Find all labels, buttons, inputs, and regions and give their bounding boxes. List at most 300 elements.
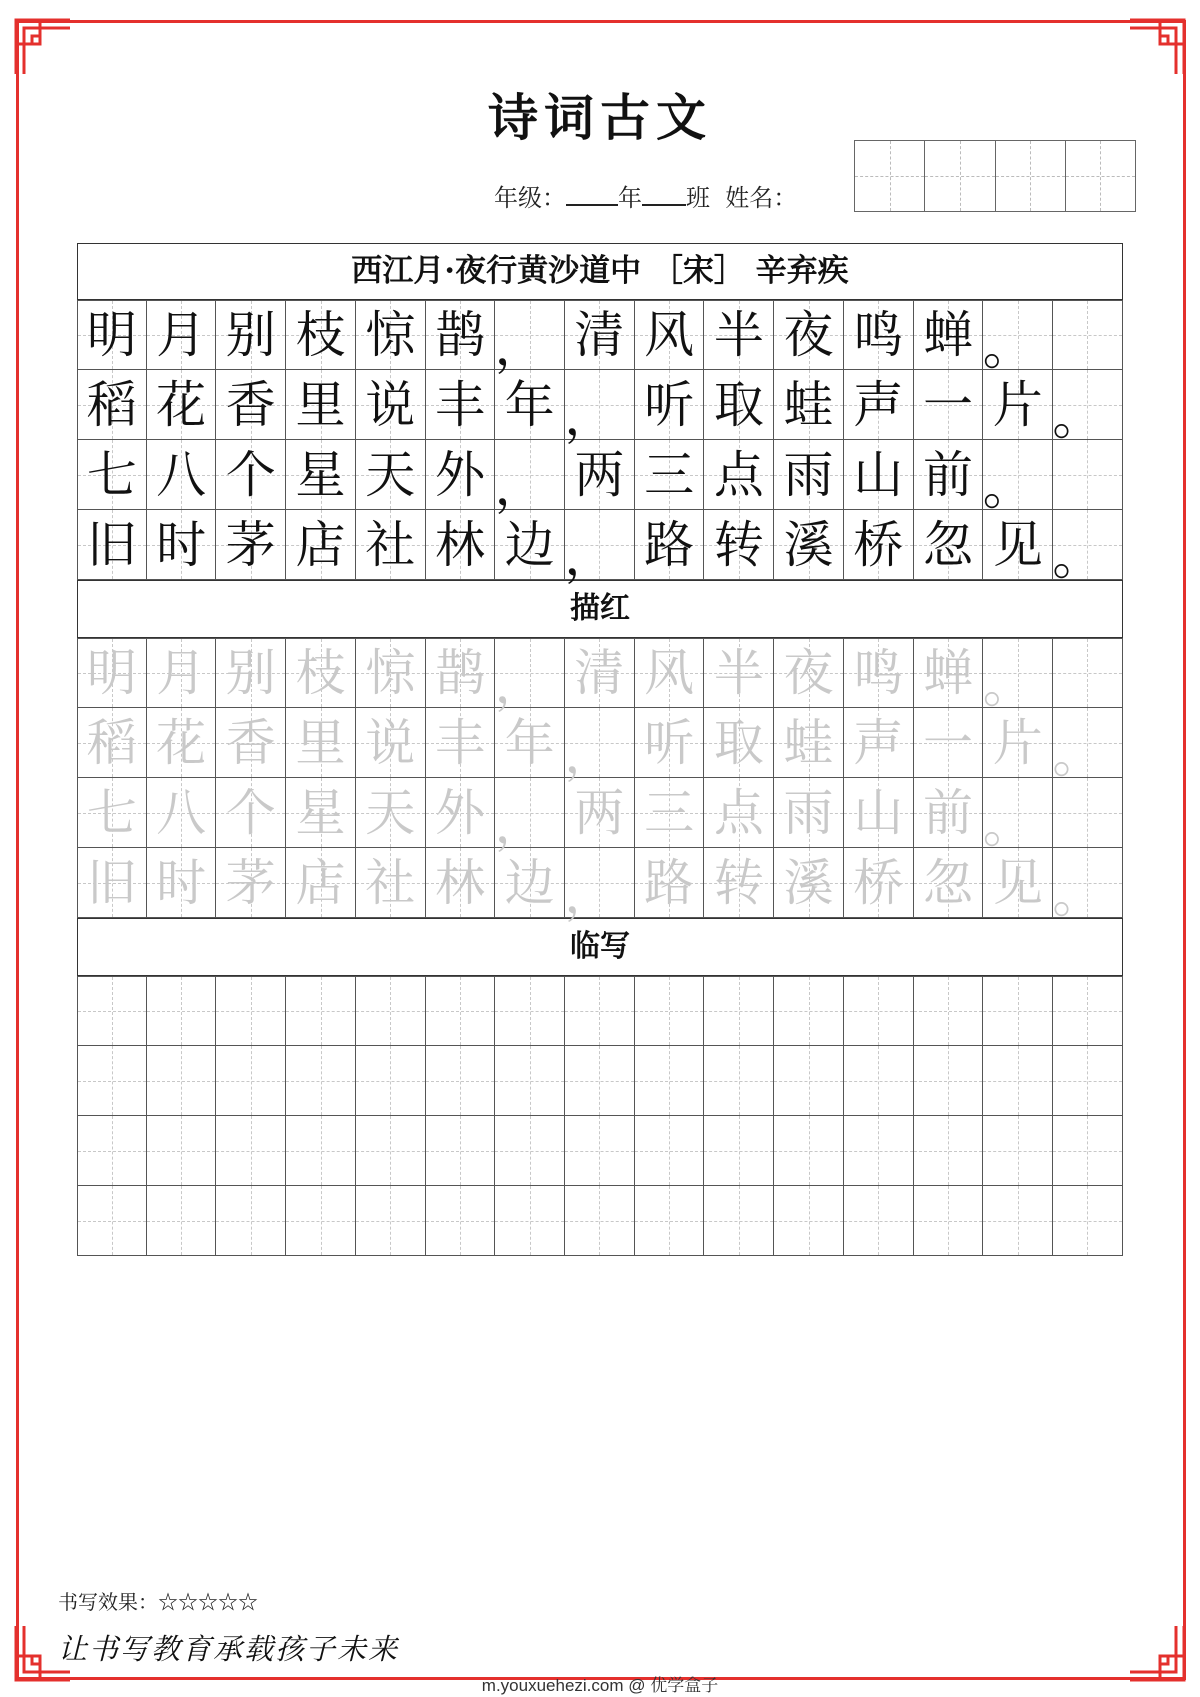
grid-cell <box>356 848 426 918</box>
grid-cell[interactable] <box>77 1046 147 1116</box>
footer-source: m.youxuehezi.com @ 优学盒子 <box>481 1676 719 1695</box>
grid-char: 边 <box>504 853 555 912</box>
name-boxes[interactable] <box>854 140 1136 212</box>
grid-cell[interactable] <box>704 976 774 1046</box>
grid-cell[interactable] <box>147 1046 217 1116</box>
grid-cell <box>356 440 426 510</box>
grid-cell <box>286 510 356 580</box>
grid-cell <box>635 370 705 440</box>
grid-char: 茅 <box>225 853 276 912</box>
grid-cell[interactable] <box>426 1186 496 1256</box>
grid-char: 旧 <box>86 853 137 912</box>
grid-cell <box>914 848 984 918</box>
grid-cell <box>356 638 426 708</box>
grid-cell <box>77 440 147 510</box>
grid-cell[interactable] <box>286 976 356 1046</box>
grid-cell <box>494 440 565 516</box>
grid-cell <box>565 440 635 510</box>
grid-cell <box>844 848 914 918</box>
grid-char: 声 <box>853 713 904 772</box>
grid-char: 。 <box>982 457 1033 516</box>
grid-char: 七 <box>86 445 137 504</box>
grid-char: 年 <box>504 713 555 772</box>
corner-ornament-top-left <box>10 14 72 76</box>
grid-char: ， <box>494 318 545 376</box>
grid-char: 片 <box>992 375 1043 434</box>
grid-char: 别 <box>225 306 276 364</box>
grid-cell[interactable] <box>495 1186 565 1256</box>
grid-cell[interactable] <box>77 1186 147 1256</box>
grid-cell <box>704 510 774 580</box>
grid-cell[interactable] <box>77 976 147 1046</box>
grid-char: 溪 <box>783 853 834 912</box>
grid-cell <box>147 440 217 510</box>
grid-cell[interactable] <box>844 1186 914 1256</box>
grid-char: 取 <box>713 713 764 772</box>
grid-cell <box>147 778 217 848</box>
grid-cell <box>426 440 496 510</box>
grid-char: 点 <box>713 445 764 504</box>
grid-char: 清 <box>574 644 625 702</box>
grid-char: 雨 <box>783 783 834 842</box>
grid-cell <box>982 638 1053 714</box>
grid-cell <box>704 848 774 918</box>
grade-label: 年级： <box>494 184 566 212</box>
grid-char: 。 <box>982 318 1033 376</box>
trace-heading: 描红 <box>77 580 1123 638</box>
grid-cell[interactable] <box>565 976 635 1046</box>
grid-char: 香 <box>225 713 276 772</box>
grid-char: 枝 <box>295 306 346 364</box>
grid-char: 。 <box>1052 865 1103 924</box>
grid-cell[interactable] <box>565 1186 635 1256</box>
grid-char: ， <box>494 795 545 854</box>
grid-cell <box>77 370 147 440</box>
grid-cell <box>286 778 356 848</box>
grid-cell[interactable] <box>704 1116 774 1186</box>
grid-cell <box>426 778 496 848</box>
grid-char: 月 <box>156 306 207 364</box>
grid-cell <box>216 778 286 848</box>
grid-char: 稻 <box>86 375 137 434</box>
grid-row <box>77 370 1123 446</box>
grid-cell <box>982 300 1053 376</box>
grid-char: 社 <box>365 515 416 574</box>
grid-cell <box>983 848 1053 918</box>
grid-char: ， <box>564 725 615 784</box>
grid-char: 明 <box>86 306 137 364</box>
grid-cell[interactable] <box>844 1116 914 1186</box>
grid-char: 夜 <box>783 644 834 702</box>
grid-cell[interactable] <box>635 1116 705 1186</box>
grid-cell <box>286 370 356 440</box>
grid-cell[interactable] <box>77 1116 147 1186</box>
grid-cell[interactable] <box>495 1116 565 1186</box>
grid-row <box>77 440 1123 516</box>
grid-cell <box>356 510 426 580</box>
grid-cell <box>704 370 774 440</box>
grid-char: 两 <box>574 445 625 504</box>
grid-cell <box>983 370 1053 440</box>
grid-cell[interactable] <box>216 1046 286 1116</box>
grid-cell[interactable] <box>774 1116 844 1186</box>
grid-cell[interactable] <box>983 1116 1053 1186</box>
grid-char: 时 <box>156 515 207 574</box>
grid-char: 说 <box>365 713 416 772</box>
grid-char: 路 <box>644 515 695 574</box>
grid-cell[interactable] <box>565 1046 635 1116</box>
grid-char: 茅 <box>225 515 276 574</box>
name-label: 姓名： <box>725 184 798 212</box>
grid-cell <box>704 638 774 708</box>
grid-cell <box>704 440 774 510</box>
grid-row <box>77 638 1123 714</box>
grid-cell <box>844 300 914 370</box>
grid-char: 。 <box>1052 387 1103 446</box>
grid-cell[interactable] <box>147 976 217 1046</box>
grid-char: 。 <box>1052 527 1103 586</box>
grid-cell <box>494 300 565 376</box>
grid-char: 时 <box>156 853 207 912</box>
grid-cell[interactable] <box>774 1046 844 1116</box>
grid-char: 明 <box>86 644 137 702</box>
grid-cell[interactable] <box>983 1046 1053 1116</box>
grid-row <box>77 976 1123 1046</box>
grid-char: 别 <box>225 644 276 702</box>
grid-cell <box>147 370 217 440</box>
grid-cell[interactable] <box>1053 1186 1123 1256</box>
grid-cell <box>565 778 635 848</box>
grid-cell <box>426 300 496 370</box>
grid-cell <box>704 708 774 778</box>
grid-cell <box>216 300 286 370</box>
grid-char: 见 <box>992 853 1043 912</box>
grid-char: 外 <box>434 445 485 504</box>
copy-grid[interactable] <box>77 976 1123 1256</box>
grid-cell <box>147 638 217 708</box>
grid-cell <box>844 510 914 580</box>
grid-char: 风 <box>644 644 695 702</box>
poem-heading: 西江月·夜行黄沙道中 ［宋］ 辛弃疾 <box>77 243 1123 300</box>
grid-char: 。 <box>982 656 1033 714</box>
grid-cell[interactable] <box>914 1046 984 1116</box>
grid-char: 惊 <box>365 306 416 364</box>
grid-char: 花 <box>156 375 207 434</box>
grid-cell[interactable] <box>1053 1116 1123 1186</box>
grid-cell[interactable] <box>774 1186 844 1256</box>
grid-cell[interactable] <box>426 976 496 1046</box>
grid-char: 点 <box>713 783 764 842</box>
grid-cell[interactable] <box>286 1186 356 1256</box>
poem-grid <box>77 300 1123 586</box>
grid-char: 店 <box>295 515 346 574</box>
grid-cell[interactable] <box>495 976 565 1046</box>
year-label: 年 <box>618 184 642 212</box>
grid-cell <box>774 708 844 778</box>
grid-cell <box>983 708 1053 778</box>
grid-char: 前 <box>922 783 973 842</box>
class-blank[interactable] <box>642 182 686 206</box>
grid-cell[interactable] <box>495 1046 565 1116</box>
grid-row <box>77 778 1123 854</box>
grid-char: 听 <box>644 713 695 772</box>
grid-cell <box>495 510 565 580</box>
grid-cell <box>982 440 1053 516</box>
grid-cell <box>216 638 286 708</box>
grid-char: 溪 <box>783 515 834 574</box>
corner-ornament-top-right <box>1128 14 1190 76</box>
copy-heading: 临写 <box>77 918 1123 976</box>
class-label: 班 <box>686 184 710 212</box>
grid-char: 片 <box>992 713 1043 772</box>
grid-char: ， <box>494 656 545 714</box>
grid-row <box>77 848 1123 924</box>
name-line <box>494 178 797 213</box>
grid-cell <box>774 370 844 440</box>
grid-char: 听 <box>644 375 695 434</box>
grid-char: 天 <box>365 445 416 504</box>
grid-char: 林 <box>434 515 485 574</box>
grid-char: 夜 <box>783 306 834 364</box>
grid-char: 外 <box>434 783 485 842</box>
grid-cell <box>774 638 844 708</box>
grid-cell <box>844 778 914 848</box>
grid-char: 路 <box>644 853 695 912</box>
grid-char: ， <box>564 527 615 586</box>
grid-char: 一 <box>922 713 973 772</box>
trace-grid <box>77 638 1123 924</box>
grid-cell <box>216 848 286 918</box>
grid-cell[interactable] <box>704 1186 774 1256</box>
grid-char: 鸣 <box>853 644 904 702</box>
grid-cell <box>426 708 496 778</box>
grid-cell[interactable] <box>635 1046 705 1116</box>
grid-cell <box>564 510 635 586</box>
grid-char: 里 <box>295 375 346 434</box>
grid-cell <box>426 638 496 708</box>
grid-row <box>77 1116 1123 1186</box>
grid-char: 转 <box>713 853 764 912</box>
grid-char: 天 <box>365 783 416 842</box>
grid-cell <box>844 638 914 708</box>
grid-cell <box>635 848 705 918</box>
grid-cell <box>1053 300 1123 370</box>
grid-char: 林 <box>434 853 485 912</box>
grid-cell[interactable] <box>286 1046 356 1116</box>
grid-cell[interactable] <box>635 976 705 1046</box>
grid-char: 蛙 <box>783 375 834 434</box>
grid-cell[interactable] <box>914 1116 984 1186</box>
grid-cell <box>774 510 844 580</box>
grid-cell <box>77 300 147 370</box>
grid-char: 三 <box>644 445 695 504</box>
grid-cell <box>564 370 635 446</box>
grid-char: 风 <box>644 306 695 364</box>
grid-cell <box>147 848 217 918</box>
grid-cell <box>286 848 356 918</box>
grid-cell <box>77 778 147 848</box>
grid-cell <box>286 708 356 778</box>
grid-cell[interactable] <box>983 976 1053 1046</box>
grid-cell <box>914 638 984 708</box>
grid-cell <box>216 440 286 510</box>
grid-cell[interactable] <box>216 1116 286 1186</box>
grid-cell <box>77 510 147 580</box>
grid-char: 声 <box>853 375 904 434</box>
grid-cell[interactable] <box>426 1046 496 1116</box>
grid-cell <box>286 300 356 370</box>
grid-char: ， <box>564 387 615 446</box>
grid-row <box>77 1186 1123 1256</box>
name-box-cell[interactable] <box>996 141 1066 211</box>
grid-cell <box>216 708 286 778</box>
grid-cell <box>914 778 984 848</box>
grid-char: 星 <box>295 783 346 842</box>
grid-char: 蝉 <box>922 644 973 702</box>
grid-cell <box>635 778 705 848</box>
grid-cell <box>914 708 984 778</box>
grid-char: 八 <box>156 783 207 842</box>
grid-cell[interactable] <box>356 1046 426 1116</box>
grid-cell[interactable] <box>774 976 844 1046</box>
grid-char: 说 <box>365 375 416 434</box>
name-box-cell[interactable] <box>855 141 925 211</box>
grid-cell <box>77 708 147 778</box>
grid-char: 前 <box>922 445 973 504</box>
grid-cell <box>704 300 774 370</box>
grid-cell[interactable] <box>704 1046 774 1116</box>
grid-cell[interactable] <box>1053 1046 1123 1116</box>
grid-char: 鹊 <box>434 306 485 364</box>
grid-cell <box>914 440 984 510</box>
grid-char: 蛙 <box>783 713 834 772</box>
grid-char: 桥 <box>853 853 904 912</box>
grid-cell[interactable] <box>1053 976 1123 1046</box>
grid-cell[interactable] <box>356 976 426 1046</box>
grid-char: 转 <box>713 515 764 574</box>
grid-cell <box>1052 510 1123 586</box>
grid-char: 八 <box>156 445 207 504</box>
grid-cell[interactable] <box>216 1186 286 1256</box>
grid-cell <box>1053 638 1123 708</box>
grid-cell <box>844 708 914 778</box>
rating-stars[interactable]: ☆☆☆☆☆ <box>158 1590 258 1614</box>
grid-cell <box>1052 848 1123 924</box>
grid-cell <box>635 440 705 510</box>
slogan: 让书写教育承载孩子未来 <box>58 1632 400 1666</box>
grid-cell <box>844 370 914 440</box>
grid-cell <box>635 300 705 370</box>
grid-cell <box>635 708 705 778</box>
grid-char: 枝 <box>295 644 346 702</box>
grid-cell <box>635 510 705 580</box>
grid-row <box>77 300 1123 376</box>
grid-cell[interactable] <box>914 976 984 1046</box>
grid-cell[interactable] <box>356 1116 426 1186</box>
writing-effect <box>58 1586 258 1615</box>
grid-row <box>77 1046 1123 1116</box>
grid-cell <box>216 510 286 580</box>
grid-char: 鸣 <box>853 306 904 364</box>
grid-cell <box>565 638 635 708</box>
grid-cell[interactable] <box>844 976 914 1046</box>
grid-row <box>77 708 1123 784</box>
grid-char: 。 <box>982 795 1033 854</box>
grid-cell <box>844 440 914 510</box>
grid-cell <box>216 370 286 440</box>
grid-cell <box>356 708 426 778</box>
grid-cell <box>495 848 565 918</box>
grid-cell[interactable] <box>983 1186 1053 1256</box>
grid-cell <box>635 638 705 708</box>
grid-cell <box>495 370 565 440</box>
grid-cell <box>77 638 147 708</box>
grade-blank[interactable] <box>566 182 618 206</box>
grid-char: 半 <box>713 306 764 364</box>
grid-cell[interactable] <box>286 1116 356 1186</box>
grid-cell[interactable] <box>914 1186 984 1256</box>
grid-char: 一 <box>922 375 973 434</box>
grid-char: 店 <box>295 853 346 912</box>
grid-char: 边 <box>504 515 555 574</box>
grid-cell <box>426 510 496 580</box>
grid-cell[interactable] <box>216 976 286 1046</box>
grid-char: 花 <box>156 713 207 772</box>
grid-char: 丰 <box>434 375 485 434</box>
grid-char: 惊 <box>365 644 416 702</box>
grid-char: 丰 <box>434 713 485 772</box>
grid-cell[interactable] <box>147 1186 217 1256</box>
grid-cell[interactable] <box>565 1116 635 1186</box>
grid-cell <box>426 370 496 440</box>
grid-char: 见 <box>992 515 1043 574</box>
grid-char: 个 <box>225 783 276 842</box>
name-box-cell[interactable] <box>1066 141 1135 211</box>
grid-cell <box>1052 708 1123 784</box>
grid-char: 鹊 <box>434 644 485 702</box>
grid-cell[interactable] <box>356 1186 426 1256</box>
grid-cell[interactable] <box>844 1046 914 1116</box>
grid-cell <box>147 708 217 778</box>
grid-cell <box>564 708 635 784</box>
grid-row <box>77 510 1123 586</box>
grid-char: 七 <box>86 783 137 842</box>
grid-cell[interactable] <box>147 1116 217 1186</box>
grid-cell <box>494 638 565 714</box>
grid-char: 月 <box>156 644 207 702</box>
name-box-cell[interactable] <box>925 141 995 211</box>
grid-cell <box>1053 440 1123 510</box>
grid-char: 蝉 <box>922 306 973 364</box>
grid-cell <box>356 778 426 848</box>
grid-char: 个 <box>225 445 276 504</box>
grid-cell[interactable] <box>635 1186 705 1256</box>
grid-cell <box>982 778 1053 854</box>
page-title: 诗词古文 <box>488 88 712 147</box>
grid-char: ， <box>564 865 615 924</box>
grid-cell <box>774 848 844 918</box>
grid-char: 雨 <box>783 445 834 504</box>
grid-cell <box>704 778 774 848</box>
grid-char: 山 <box>853 783 904 842</box>
grid-cell <box>565 300 635 370</box>
grid-char: 取 <box>713 375 764 434</box>
grid-cell <box>774 300 844 370</box>
grid-cell <box>983 510 1053 580</box>
grid-char: 两 <box>574 783 625 842</box>
grid-cell <box>914 510 984 580</box>
grid-cell[interactable] <box>426 1116 496 1186</box>
